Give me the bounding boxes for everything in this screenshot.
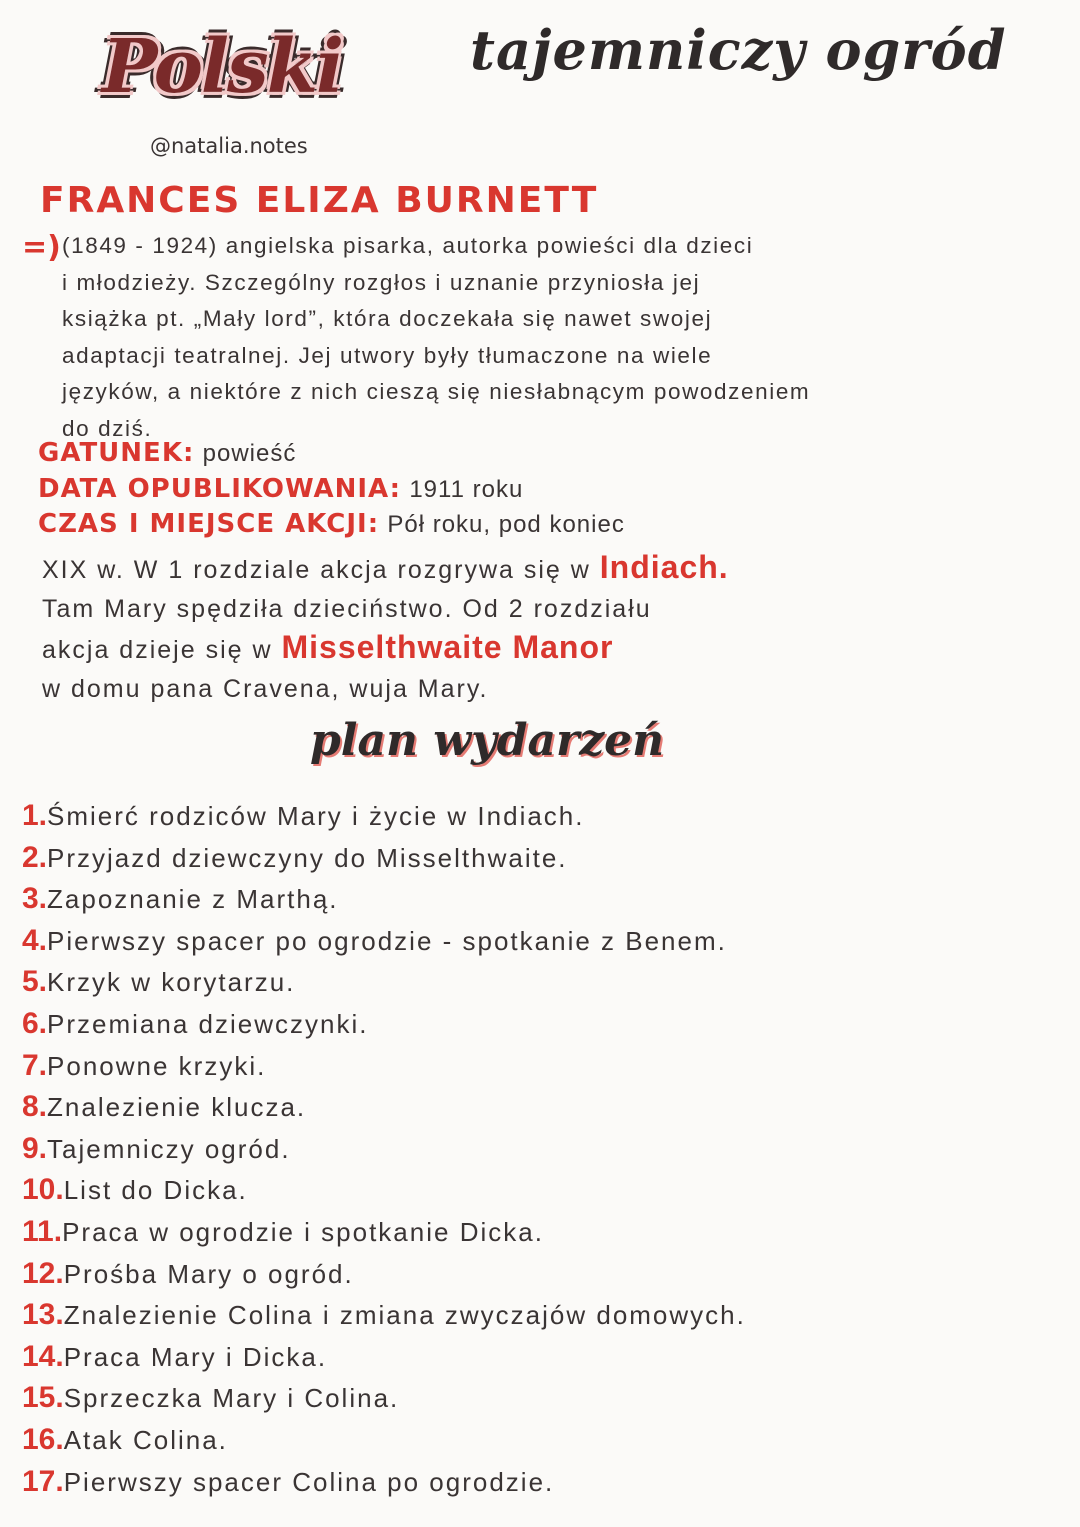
item-number: 13. [22, 1298, 64, 1332]
list-item [22, 795, 1062, 837]
item-number: 9. [22, 1131, 48, 1165]
list-item [22, 1128, 1062, 1170]
item-number: 1. [22, 799, 48, 832]
item-number: 5. [22, 965, 48, 999]
setting-line [42, 548, 1022, 590]
item-text: Atak Colina. [63, 1424, 228, 1455]
item-text: Ponowne krzyki. [47, 1050, 267, 1081]
item-number: 7. [22, 1048, 48, 1082]
setting-paragraph [42, 548, 1022, 708]
setting-line: Tam Mary spędziła dzieciństwo. Od 2 rozdziału [42, 594, 652, 623]
place-highlight: Misselthwaite Manor [281, 629, 614, 665]
item-text: Praca Mary i Dicka. [63, 1341, 328, 1372]
item-number: 6. [22, 1006, 48, 1040]
list-item [22, 961, 1062, 1003]
subject-logo [42, 12, 402, 132]
item-text: Śmierć rodziców Mary i życie w Indiach. [47, 801, 585, 831]
logo-text: Polski [101, 24, 343, 110]
list-item [22, 1211, 1062, 1253]
plan-title: plan wydarzeń [310, 715, 665, 766]
item-text: Sprzeczka Mary i Colina. [63, 1383, 400, 1414]
list-item [22, 920, 1062, 962]
page-title: tajemniczy ogród [470, 18, 1007, 82]
item-number: 2. [22, 840, 48, 874]
item-text: Znalezienie Colina i zmiana zwyczajów domowych. [63, 1300, 746, 1331]
item-text: Pierwszy spacer Colina po ogrodzie. [63, 1466, 555, 1497]
list-item [22, 1419, 1062, 1461]
list-item [22, 837, 1062, 879]
date-label: DATA OPUBLIKOWANIA: [38, 474, 402, 504]
list-item [22, 1169, 1062, 1211]
bio-line: (1849 - 1924) angielska pisarka, autorka powieści dla dzieci [62, 233, 754, 258]
genre-label: GATUNEK: [38, 438, 195, 468]
item-text: Znalezienie klucza. [47, 1092, 307, 1123]
item-text: Praca w ogrodzie i spotkanie Dicka. [62, 1216, 544, 1247]
setting-value: Pół roku, pod koniec [387, 511, 625, 538]
item-number: 17. [22, 1464, 64, 1498]
list-item [22, 1253, 1062, 1295]
item-text: Przemiana dziewczynki. [47, 1008, 369, 1039]
list-item [22, 1045, 1062, 1087]
item-text: Krzyk w korytarzu. [47, 967, 296, 998]
arrow-icon: =) [22, 230, 61, 265]
item-number: 4. [22, 923, 48, 957]
bio-line: książka pt. „Mały lord”, która doczekała się nawet swojej [62, 306, 713, 331]
item-text: List do Dicka. [63, 1175, 248, 1206]
date-row [38, 472, 523, 507]
bio-line: języków, a niektóre z nich cieszą się niesłabnącym powodzeniem [62, 379, 811, 404]
list-item [22, 1086, 1062, 1128]
setting-line [42, 628, 1022, 670]
bio-line: do dziś. [62, 415, 153, 441]
list-item [22, 1336, 1062, 1378]
item-number: 16. [22, 1422, 64, 1456]
author-name: FRANCES ELIZA BURNETT [40, 180, 599, 221]
setting-row [38, 507, 625, 542]
item-number: 3. [22, 882, 48, 916]
genre-value: powieść [202, 440, 297, 467]
place-highlight: Indiach. [599, 549, 729, 585]
item-text: Pierwszy spacer po ogrodzie - spotkanie z Benem. [47, 925, 727, 956]
item-text: Tajemniczy ogród. [47, 1133, 291, 1164]
item-text: Zapoznanie z Marthą. [47, 884, 339, 915]
item-number: 14. [22, 1339, 64, 1373]
bio-line: adaptacji teatralnej. Jej utwory były tłumaczone na wiele [62, 342, 713, 368]
plan-list [22, 795, 1062, 1502]
item-number: 11. [22, 1214, 63, 1248]
list-item [22, 1461, 1062, 1503]
author-bio [62, 228, 962, 447]
list-item [22, 1377, 1062, 1419]
setting-line-text: akcja dzieje się w [42, 636, 273, 664]
bio-line: i młodzieży. Szczególny rozgłos i uznanie przyniosła jej [62, 269, 701, 295]
setting-line: w domu pana Cravena, wuja Mary. [42, 674, 489, 703]
setting-line-text: XIX w. W 1 rozdziale akcja rozgrywa się w [42, 556, 591, 584]
list-item [22, 878, 1062, 920]
date-value: 1911 roku [409, 476, 524, 503]
item-number: 15. [22, 1381, 64, 1415]
list-item [22, 1003, 1062, 1045]
item-number: 8. [22, 1090, 48, 1124]
genre-row [38, 436, 296, 471]
item-number: 12. [22, 1256, 64, 1290]
item-text: Prośba Mary o ogród. [63, 1258, 354, 1289]
item-text: Przyjazd dziewczyny do Misselthwaite. [47, 842, 568, 873]
item-number: 10. [22, 1173, 64, 1207]
setting-label: CZAS I MIEJSCE AKCJI: [38, 509, 380, 539]
author-handle: @natalia.notes [150, 134, 308, 158]
list-item [22, 1294, 1062, 1336]
